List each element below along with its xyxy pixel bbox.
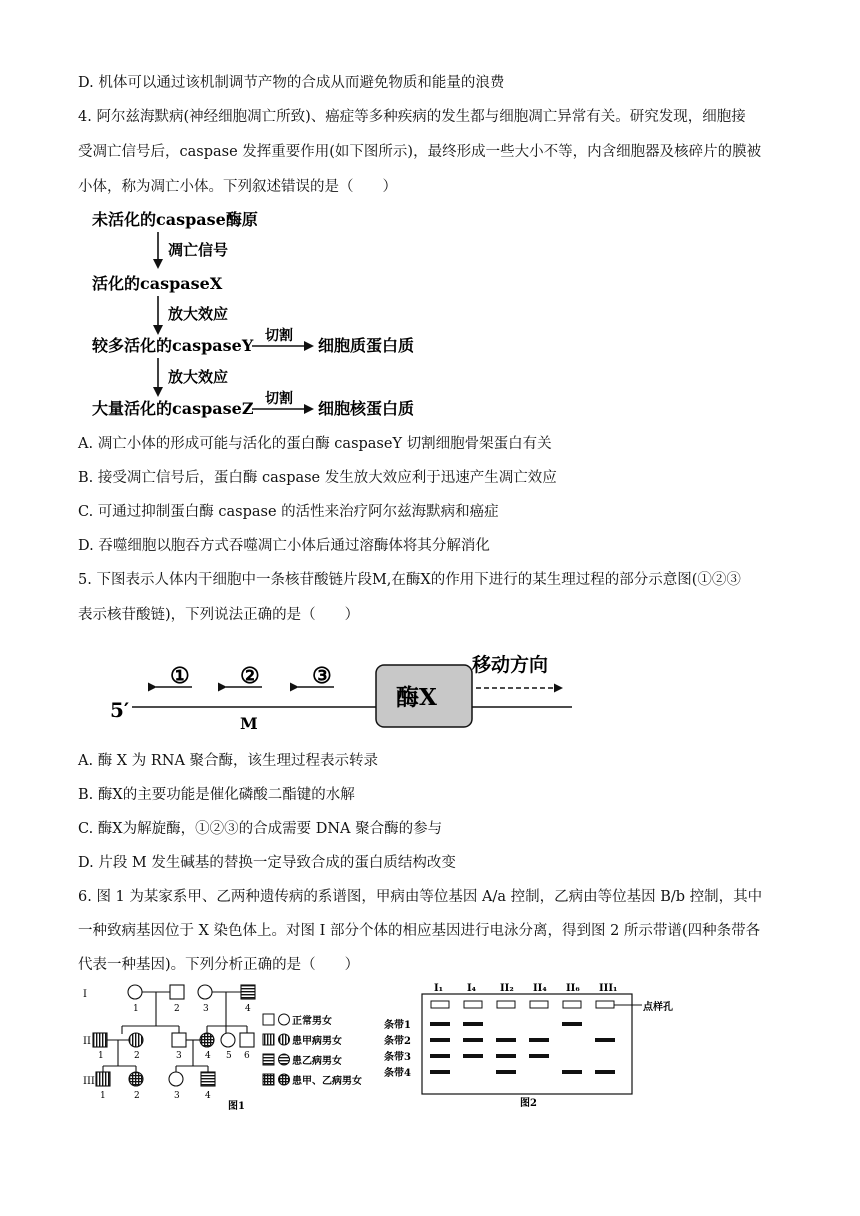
chain-2-label: ② (240, 663, 260, 689)
q6-electrophoresis-figure (380, 980, 700, 1110)
lane-label: I₄ (467, 983, 477, 994)
gel-band (496, 1054, 516, 1058)
sample-well (530, 1001, 548, 1008)
q6-stem-line2: 一种致病基因位于 X 染色体上。对图 I 部分个体的相应基因进行电泳分离，得到图 2 所示带谱(四种条带各 (78, 923, 761, 939)
gen2-n5: 5 (226, 1051, 232, 1061)
q5-stem-line1: 5. 下图表示人体内干细胞中一条核苷酸链片段M,在酶X的作用下进行的某生理过程的部分示意图(①②③ (78, 572, 741, 588)
q5-enzyme-diagram (100, 645, 590, 740)
caspase-y-label: 较多活化的caspaseY (92, 336, 254, 355)
gel-band (430, 1038, 450, 1042)
cytoplasm-protein-label: 细胞质蛋白质 (318, 336, 415, 355)
gel-band (562, 1022, 582, 1026)
gel-band (595, 1038, 615, 1042)
sample-well (464, 1001, 482, 1008)
q5-option-d: D. 片段 M 发生碱基的替换一定导致合成的蛋白质结构改变 (78, 855, 456, 871)
legend-normal: 正常男女 (292, 1016, 332, 1027)
legend-disease-a: 患甲病男女 (292, 1036, 342, 1047)
generation-ii-label: II (83, 1036, 91, 1047)
q4-option-d: D. 吞噬细胞以胞吞方式吞噬凋亡小体后通过溶酶体将其分解消化 (78, 538, 490, 554)
q5-option-c: C. 酶X为解旋酶，①②③的合成需要 DNA 聚合酶的参与 (78, 821, 443, 837)
gen1-n2: 2 (174, 1004, 180, 1014)
lane-label: III₁ (599, 983, 618, 994)
chain-3-label: ③ (312, 663, 332, 689)
band-label: 条带2 (384, 1036, 411, 1047)
q5-stem-line2: 表示核苷酸链)，下列说法正确的是（ ） (78, 607, 360, 623)
lane-label: II₆ (566, 983, 580, 994)
cut-label-1: 切割 (265, 328, 293, 344)
legend-disease-b: 患乙病男女 (292, 1056, 342, 1067)
gen3-n1: 1 (100, 1091, 106, 1101)
q4-stem-line3: 小体，称为凋亡小体。下列叙述错误的是（ ） (78, 179, 397, 195)
generation-i-label: I (83, 989, 87, 1000)
legend-disease-ab: 患甲、乙病男女 (292, 1076, 362, 1087)
gel-band (463, 1022, 483, 1026)
q6-pedigree-figure (78, 982, 388, 1112)
lane-label: II₄ (533, 983, 547, 994)
gel-band (463, 1054, 483, 1058)
q4-option-b: B. 接受凋亡信号后，蛋白酶 caspase 发生放大效应利于迅速产生凋亡效应 (78, 470, 557, 486)
gel-band (562, 1070, 582, 1074)
gel-band (430, 1054, 450, 1058)
caspase-z-label: 大量活化的caspaseZ (92, 399, 254, 418)
well-label: 点样孔 (643, 1002, 673, 1013)
band-label: 条带4 (384, 1068, 411, 1079)
q3-option-d: D. 机体可以通过该机制调节产物的合成从而避免物质和能量的浪费 (78, 75, 505, 91)
chain-1-label: ① (170, 663, 190, 689)
five-prime-label: 5′ (110, 698, 130, 722)
gen2-n4: 4 (205, 1051, 211, 1061)
gen2-n1: 1 (98, 1051, 104, 1061)
gen3-n4: 4 (205, 1091, 211, 1101)
gen1-n3: 3 (203, 1004, 209, 1014)
gel-frame (422, 994, 632, 1094)
band-label: 条带3 (384, 1052, 411, 1063)
gen1-n4: 4 (245, 1004, 251, 1014)
q6-stem-line1: 6. 图 1 为某家系甲、乙两种遗传病的系谱图，甲病由等位基因 A/a 控制，乙病由等位基因 B/b 控制，其中 (78, 889, 763, 905)
gel-band (529, 1054, 549, 1058)
q6-stem-line3: 代表一种基因)。下列分析正确的是（ ） (78, 957, 360, 973)
fig1-caption: 图1 (228, 1101, 245, 1112)
gel-band (463, 1038, 483, 1042)
band-label: 条带1 (384, 1020, 411, 1031)
gen2-n2: 2 (134, 1051, 140, 1061)
generation-iii-label: III (83, 1076, 95, 1087)
strand-m-label: M (240, 714, 258, 733)
sample-well (563, 1001, 581, 1008)
gel-band (430, 1022, 450, 1026)
gen2-n3: 3 (176, 1051, 182, 1061)
sample-well (497, 1001, 515, 1008)
q5-option-a: A. 酶 X 为 RNA 聚合酶，该生理过程表示转录 (78, 753, 379, 769)
caspase-x-label: 活化的caspaseX (92, 274, 223, 293)
gen3-n3: 3 (174, 1091, 180, 1101)
gel-band (529, 1038, 549, 1042)
direction-label: 移动方向 (472, 654, 549, 676)
amplification-label-1: 放大效应 (168, 305, 229, 323)
q4-stem-line2: 受凋亡信号后，caspase 发挥重要作用(如下图所示)，最终形成一些大小不等，内含细胞器及核碎片的膜被 (78, 144, 762, 160)
q4-caspase-diagram (80, 205, 460, 420)
cut-label-2: 切割 (265, 391, 293, 407)
gen3-n2: 2 (134, 1091, 140, 1101)
enzyme-x-label: 酶X (396, 684, 437, 711)
q5-option-b: B. 酶X的主要功能是催化磷酸二酯键的水解 (78, 787, 355, 803)
gen2-n6: 6 (244, 1051, 250, 1061)
amplification-label-2: 放大效应 (168, 368, 229, 386)
gen1-n1: 1 (133, 1004, 139, 1014)
gel-band (496, 1038, 516, 1042)
caspase-zymogen-label: 未活化的caspase酶原 (92, 210, 258, 229)
lane-label: I₁ (434, 983, 444, 994)
q4-stem-line1: 4. 阿尔兹海默病(神经细胞凋亡所致)、癌症等多种疾病的发生都与细胞凋亡异常有关。研究发现，细胞接 (78, 109, 746, 125)
fig2-caption: 图2 (520, 1098, 537, 1109)
lane-label: II₂ (500, 983, 514, 994)
gel-band (496, 1070, 516, 1074)
gel-band (430, 1070, 450, 1074)
gel-band (595, 1070, 615, 1074)
nucleus-protein-label: 细胞核蛋白质 (318, 399, 415, 418)
sample-well (596, 1001, 614, 1008)
apoptosis-signal-label: 凋亡信号 (168, 241, 229, 259)
sample-well (431, 1001, 449, 1008)
q4-option-c: C. 可通过抑制蛋白酶 caspase 的活性来治疗阿尔兹海默病和癌症 (78, 504, 499, 520)
q4-option-a: A. 凋亡小体的形成可能与活化的蛋白酶 caspaseY 切割细胞骨架蛋白有关 (78, 436, 552, 452)
